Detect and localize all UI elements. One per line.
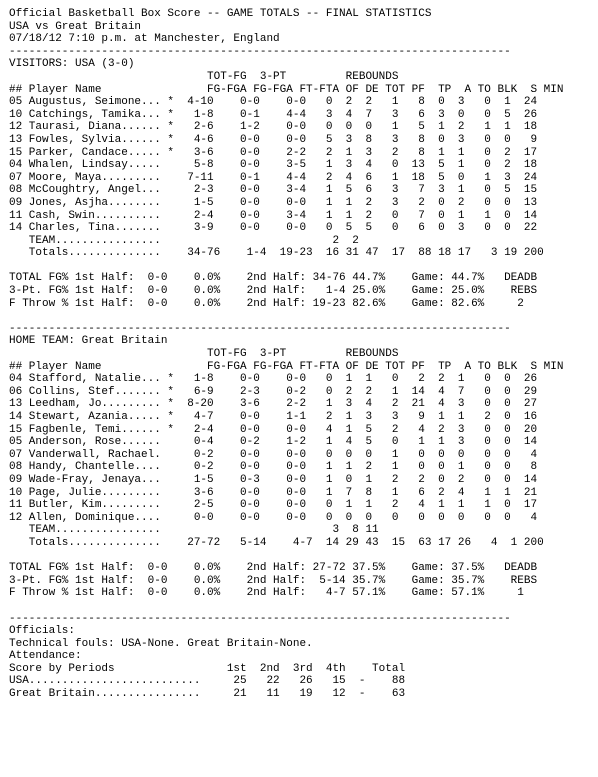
home-player-row: 04 Stafford, Natalie... * 1-8 0-0 0-0 0 1 1 0 2 2 1 0 0 26 xyxy=(9,373,538,386)
blank-line xyxy=(9,260,564,273)
visitors-3pt-pct-row: 3-Pt. FG% 1st Half: 0-0 0.0% 2nd Half: 1-4 25.0% Game: 25.0% REBS xyxy=(9,285,538,298)
blank-line xyxy=(9,600,564,613)
home-player-row: 14 Stewart, Azania..... * 4-7 0-0 1-1 2 1 3 3 9 1 1 2 0 16 xyxy=(9,411,538,423)
home-team-row: TEAM................ 3 8 11 xyxy=(9,524,379,537)
visitors-player-row: 05 Augustus, Seimone... * 4-10 0-0 0-0 0 2 2 1 8 0 3 0 1 24 xyxy=(9,96,538,109)
home-3pt-pct-row: 3-Pt. FG% 1st Half: 0-0 0.0% 2nd Half: 5-14 35.7% Game: 35.7% REBS xyxy=(9,574,538,587)
home-player-row: 07 Vanderwall, Rachael. 0-2 0-0 0-0 0 0 0 1 0 0 0 0 0 4 xyxy=(9,448,538,461)
visitors-player-row: 08 McCoughtry, Angel... 2-3 0-0 3-4 1 5 6 3 7 3 1 0 5 15 xyxy=(9,184,538,197)
home-player-row: 09 Wade-Fray, Jenaya... 1-5 0-3 0-0 1 0 1 2 2 0 2 0 0 14 xyxy=(9,473,538,486)
home-player-row: 10 Page, Julie......... 3-6 0-0 0-0 1 7 8 1 6 2 4 1 1 21 xyxy=(9,486,538,499)
home-player-row: 08 Handy, Chantelle.... 0-2 0-0 0-0 1 1 2 1 0 0 1 0 0 8 xyxy=(9,461,538,474)
score-by-periods-header: Score by Periods 1st 2nd 3rd 4th Total xyxy=(9,662,406,675)
divider: ---------------------------------------------------------------------------- xyxy=(9,612,511,625)
attendance-line: Attendance: xyxy=(9,650,82,663)
home-player-row: 05 Anderson, Rose...... 0-4 0-2 1-2 1 4 5 0 1 1 3 0 0 14 xyxy=(9,436,538,449)
divider: ---------------------------------------------------------------------------- xyxy=(9,45,511,58)
game-matchup: USA vs Great Britain xyxy=(9,20,142,33)
visitors-column-header: ## Player Name FG-FGA FG-FGA FT-FTA OF DE TOT PF TP A TO BLK S MIN xyxy=(9,83,564,96)
home-player-row: 12 Allen, Dominique.... 0-0 0-0 0-0 0 0 0 0 0 0 0 0 0 4 xyxy=(9,511,538,524)
home-title: HOME TEAM: Great Britain xyxy=(9,335,168,348)
visitors-player-row: 12 Taurasi, Diana...... * 2-6 1-2 0-0 0 0 0 1 5 1 2 1 1 18 xyxy=(9,121,538,134)
visitors-player-row: 07 Moore, Maya......... 7-11 0-1 4-4 2 4 6 1 18 5 0 1 3 24 xyxy=(9,171,538,184)
technical-fouls-line: Technical fouls: USA-None. Great Britain-None. xyxy=(9,637,313,650)
visitors-player-row: 09 Jones, Asjha........ 1-5 0-0 0-0 1 1 2 3 2 0 2 0 0 13 xyxy=(9,196,538,209)
home-totals-row: Totals.............. 27-72 5-14 4-7 14 29 43 15 63 17 26 4 1 200 xyxy=(9,536,544,549)
visitors-player-row: 15 Parker, Candace..... * 3-6 0-0 2-2 2 1 3 2 8 1 1 0 2 17 xyxy=(9,146,538,159)
home-column-header-group: TOT-FG 3-PT REBOUNDS xyxy=(9,348,399,361)
visitors-fg-pct-row: TOTAL FG% 1st Half: 0-0 0.0% 2nd Half: 34-76 44.7% Game: 44.7% DEADB xyxy=(9,272,538,285)
divider: ---------------------------------------------------------------------------- xyxy=(9,322,511,335)
report-title: Official Basketball Box Score -- GAME TOTALS -- FINAL STATISTICS xyxy=(9,8,432,20)
visitors-player-row: 04 Whalen, Lindsay..... 5-8 0-0 3-5 1 3 4 0 13 5 1 0 2 18 xyxy=(9,159,538,172)
visitors-ft-pct-row: F Throw % 1st Half: 0-0 0.0% 2nd Half: 19-23 82.6% Game: 82.6% 2 xyxy=(9,297,524,310)
score-by-periods-row-usa: USA.......................... 25 22 26 15 - 88 xyxy=(9,675,406,688)
home-fg-pct-row: TOTAL FG% 1st Half: 0-0 0.0% 2nd Half: 27-72 37.5% Game: 37.5% DEADB xyxy=(9,562,538,575)
visitors-player-row: 10 Catchings, Tamika... * 1-8 0-1 4-4 3 4 7 3 6 3 0 0 5 26 xyxy=(9,108,538,121)
visitors-player-row: 13 Fowles, Sylvia...... * 4-6 0-0 0-0 5 3 8 3 8 0 3 0 0 9 xyxy=(9,133,538,146)
visitors-player-row: 14 Charles, Tina....... 3-9 0-0 0-0 0 5 5 0 6 0 3 0 0 22 xyxy=(9,222,538,235)
score-by-periods-row-great-britain: Great Britain................ 21 11 19 12 - 63 xyxy=(9,688,406,701)
home-player-row: 15 Fagbenle, Temi...... * 2-4 0-0 0-0 4 1 5 2 4 2 3 0 0 20 xyxy=(9,423,538,436)
visitors-team-row: TEAM................ 2 2 xyxy=(9,234,359,247)
officials-line: Officials: xyxy=(9,625,76,638)
home-player-row: 06 Collins, Stef....... * 6-9 2-3 0-2 0 2 2 1 14 4 7 0 0 29 xyxy=(9,385,538,398)
home-player-row: 11 Butler, Kim......... 2-5 0-0 0-0 0 1 1 2 4 1 1 1 0 17 xyxy=(9,499,538,512)
blank-line xyxy=(9,550,564,563)
visitors-title: VISITORS: USA (3-0) xyxy=(9,58,135,71)
home-ft-pct-row: F Throw % 1st Half: 0-0 0.0% 2nd Half: 4-7 57.1% Game: 57.1% 1 xyxy=(9,587,524,600)
visitors-column-header-group: TOT-FG 3-PT REBOUNDS xyxy=(9,70,399,83)
box-score-sheet xyxy=(9,8,564,701)
visitors-totals-row: Totals.............. 34-76 1-4 19-23 16 31 47 17 88 18 17 3 19 200 xyxy=(9,247,544,260)
blank-line xyxy=(9,310,564,323)
visitors-player-row: 11 Cash, Swin.......... 2-4 0-0 3-4 1 1 2 0 7 0 1 1 0 14 xyxy=(9,209,538,222)
home-player-row: 13 Leedham, Jo......... * 8-20 3-6 2-2 1 3 4 2 21 4 3 0 0 27 xyxy=(9,398,538,411)
home-column-header: ## Player Name FG-FGA FG-FGA FT-FTA OF DE TOT PF TP A TO BLK S MIN xyxy=(9,360,564,373)
game-date-location: 07/18/12 7:10 p.m. at Manchester, England xyxy=(9,33,280,46)
